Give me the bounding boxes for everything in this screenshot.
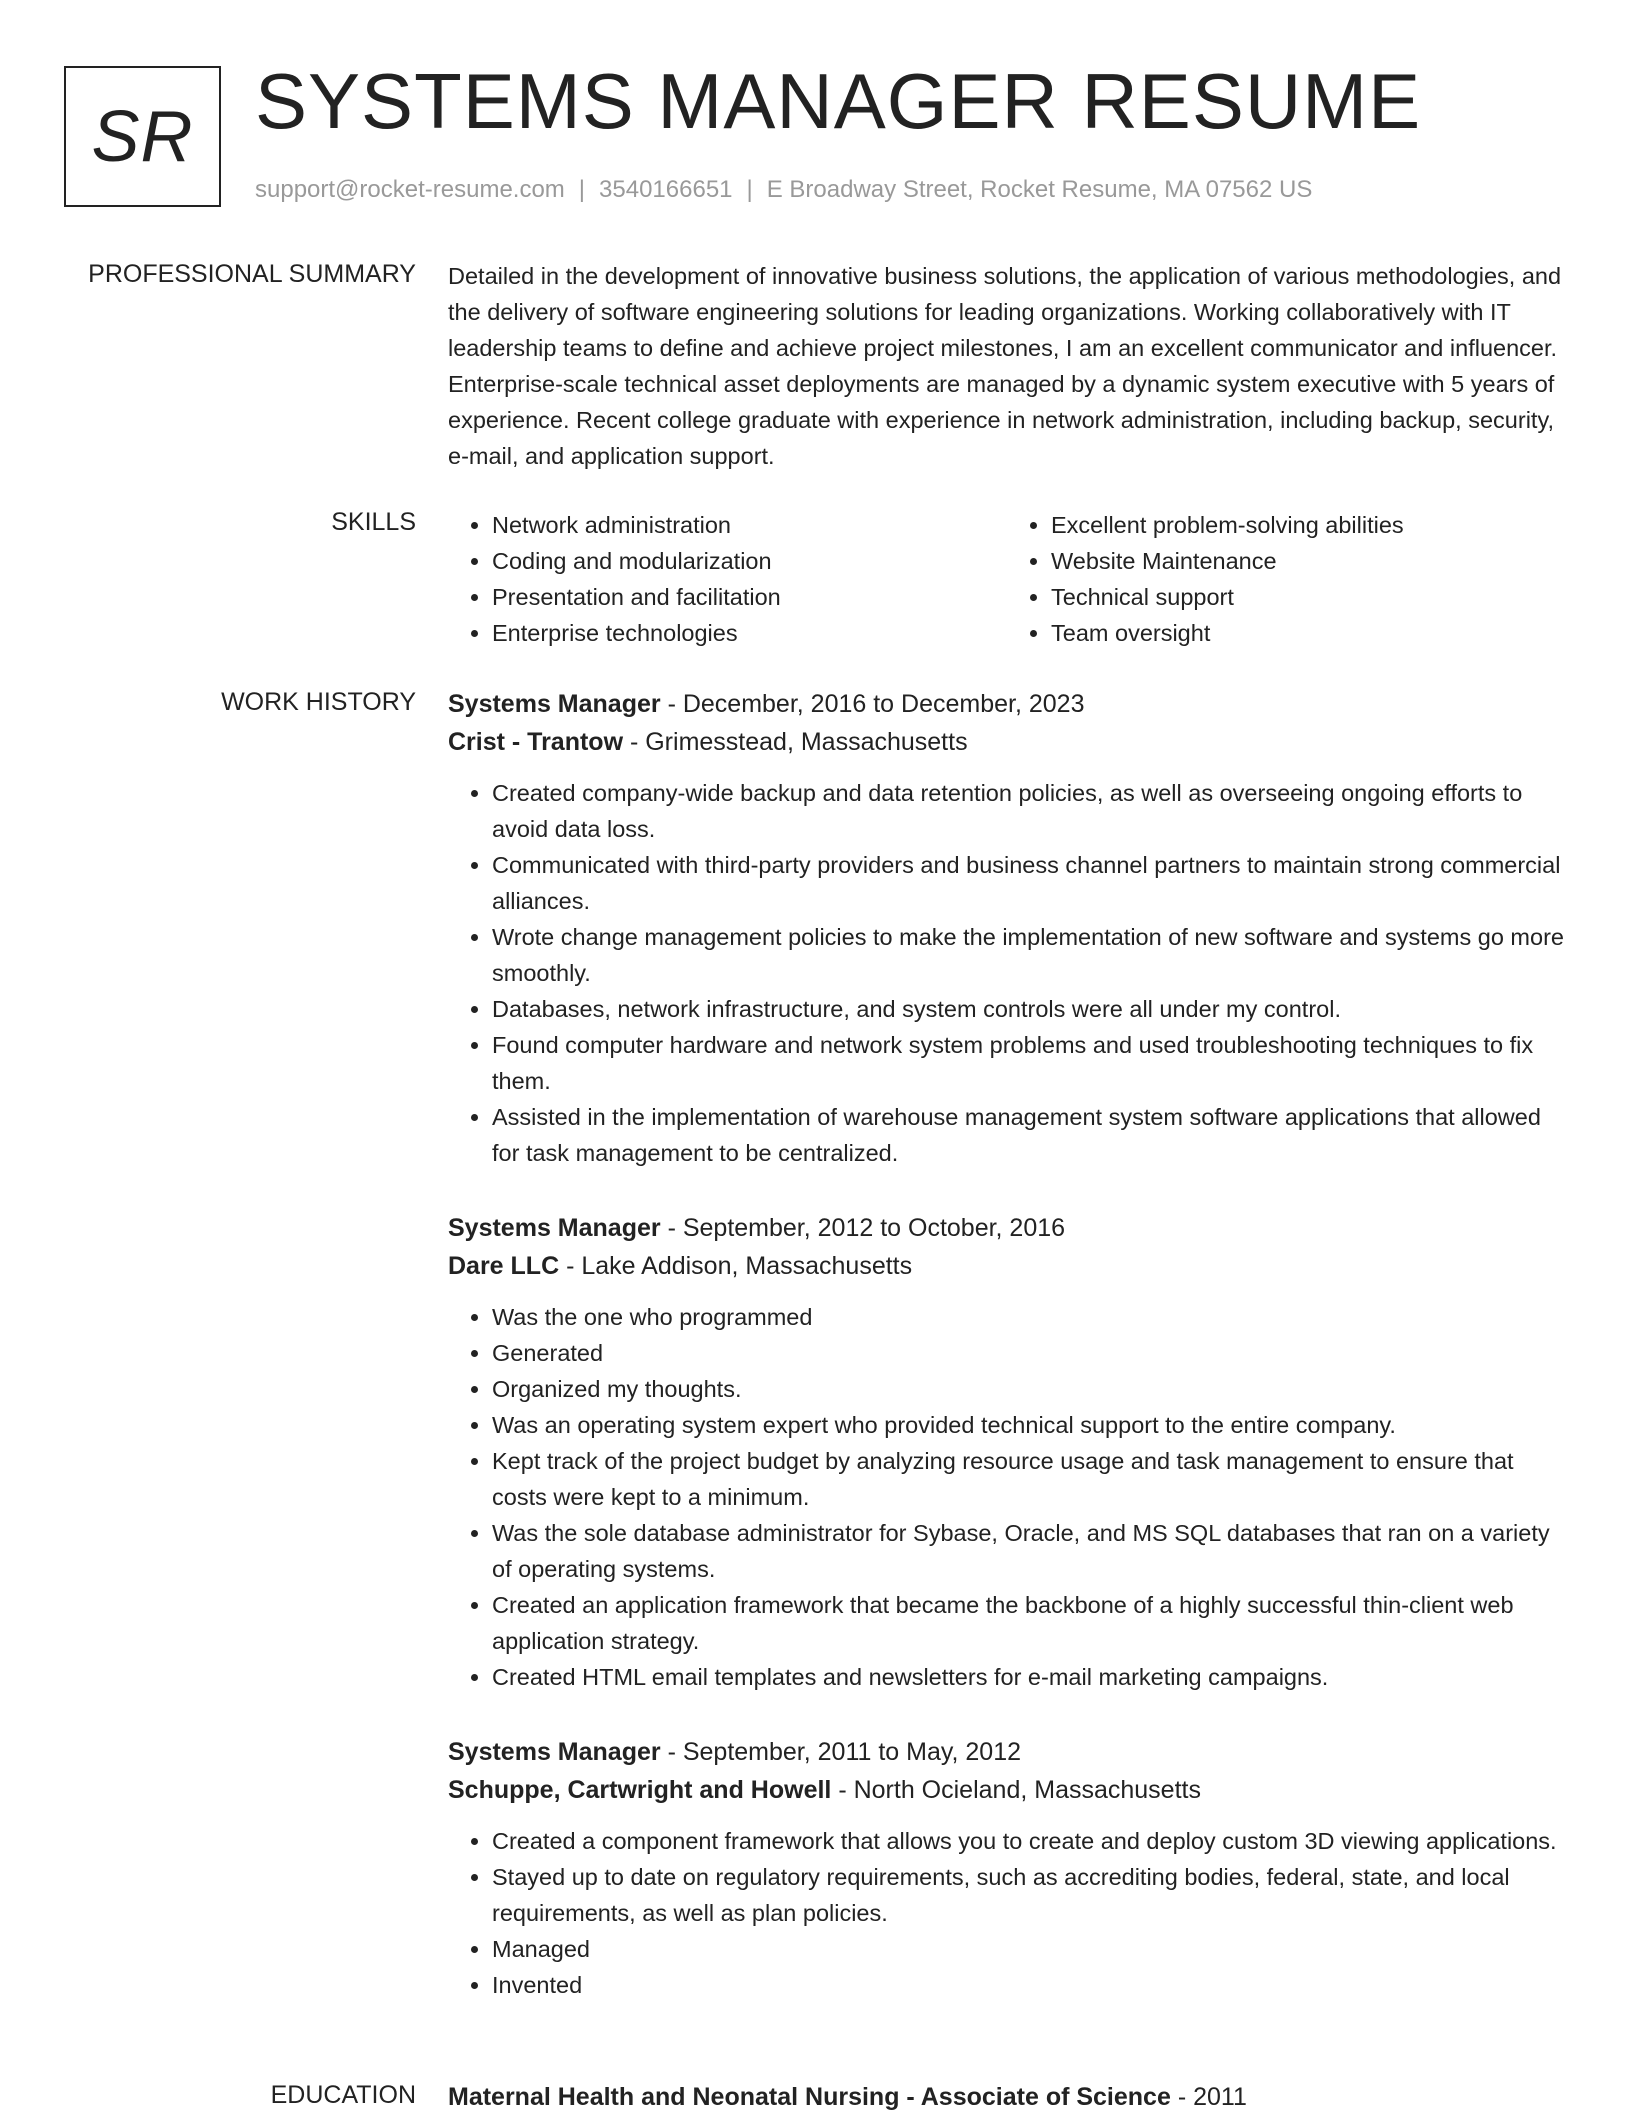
job-title: Systems Manager (448, 690, 661, 718)
job-bullet: • Was an operating system expert who provided technical support to the entire company. (492, 1407, 1566, 1443)
contact-email: support@rocket-resume.com (255, 176, 565, 203)
job-bullet: • Was the sole database administrator for Sybase, Oracle, and MS SQL databases that ran on a variety of operating systems. (492, 1515, 1566, 1587)
job-bullet: • Databases, network infrastructure, and system controls were all under my control. (492, 991, 1566, 1027)
monogram-initials: SR (91, 96, 194, 177)
skill-item: • Team oversight (1051, 615, 1566, 651)
job-dates: - September, 2011 to May, 2012 (667, 1738, 1022, 1766)
job-location: - Grimesstead, Massachusetts (629, 728, 968, 756)
summary-section (448, 258, 1566, 474)
skills-list-left (448, 507, 1007, 651)
job-bullet: • Managed (492, 1931, 1566, 1967)
job-company-line (448, 1247, 1566, 1285)
job-dates: - December, 2016 to December, 2023 (667, 690, 1085, 718)
contact-address: E Broadway Street, Rocket Resume, MA 07562 US (766, 176, 1313, 203)
skill-item: • Coding and modularization (492, 543, 1007, 579)
job-bullet: • Created company-wide backup and data retention policies, as well as overseeing ongoing efforts to avoid data loss. (492, 775, 1566, 847)
resume-title: SYSTEMS MANAGER RESUME (255, 57, 1422, 145)
skills-list-right (1007, 507, 1566, 651)
skill-item: • Website Maintenance (1051, 543, 1566, 579)
contact-phone: 3540166651 (599, 176, 733, 203)
skill-item: • Technical support (1051, 579, 1566, 615)
contact-separator: | (578, 176, 586, 203)
skill-item: • Presentation and facilitation (492, 579, 1007, 615)
contact-line (255, 176, 1312, 204)
skill-item: • Enterprise technologies (492, 615, 1007, 651)
job-bullets (448, 775, 1566, 1171)
job-location: - North Ocieland, Massachusetts (838, 1776, 1201, 1804)
job-dates: - September, 2012 to October, 2016 (667, 1214, 1066, 1242)
education-entry (448, 2078, 1566, 2116)
job-bullet: • Communicated with third-party providers and business channel partners to maintain strong commercial alliances. (492, 847, 1566, 919)
job-bullet: • Kept track of the project budget by analyzing resource usage and task management to ensure that costs were kept to a minimum. (492, 1443, 1566, 1515)
skill-item: • Network administration (492, 507, 1007, 543)
job-company-line (448, 1771, 1566, 1809)
section-label-education: EDUCATION (270, 2081, 416, 2109)
job-bullet: • Organized my thoughts. (492, 1371, 1566, 1407)
job-bullet: • Stayed up to date on regulatory requirements, such as accrediting bodies, federal, state, and local requirements, as well as plan policies. (492, 1859, 1566, 1931)
job-bullet: • Found computer hardware and network system problems and used troubleshooting techniques to fix them. (492, 1027, 1566, 1099)
skills-section (448, 507, 1566, 651)
job-bullet: • Wrote change management policies to make the implementation of new software and systems go more smoothly. (492, 919, 1566, 991)
job-role-line (448, 685, 1566, 723)
job-bullets (448, 1299, 1566, 1695)
contact-separator: | (746, 176, 753, 203)
job-company: Schuppe, Cartwright and Howell (448, 1776, 832, 1804)
education-year: - 2011 (1177, 2083, 1247, 2111)
monogram-logo (64, 66, 221, 207)
job-role-line (448, 1209, 1566, 1247)
job-bullet: • Was the one who programmed (492, 1299, 1566, 1335)
job-title: Systems Manager (448, 1214, 661, 1242)
section-label-summary: PROFESSIONAL SUMMARY (88, 260, 416, 288)
summary-text: Detailed in the development of innovative business solutions, the application of various methodologies, and the delivery of software engineering solutions for leading organizations. Working collaboratively with IT leadership teams to define and achieve project milestones, I am an excellent communicator and influencer. Enterprise-scale technical asset deployments are managed by a dynamic system executive with 5 years of experience. Recent college graduate with experience in network administration, including backup, security, e-mail, and application support. (448, 263, 1562, 469)
job-bullet: • Created HTML email templates and newsletters for e-mail marketing campaigns. (492, 1659, 1566, 1695)
section-label-work-history: WORK HISTORY (221, 688, 416, 716)
job-entry (448, 1733, 1566, 2003)
job-bullet: • Invented (492, 1967, 1566, 2003)
job-title: Systems Manager (448, 1738, 661, 1766)
education-line (448, 2078, 1566, 2116)
job-bullet: • Assisted in the implementation of warehouse management system software applications that allowed for task management to be centralized. (492, 1099, 1566, 1171)
education-degree: Maternal Health and Neonatal Nursing - Associate of Science (448, 2083, 1171, 2111)
job-company-line (448, 723, 1566, 761)
job-bullets (448, 1823, 1566, 2003)
job-bullet: • Generated (492, 1335, 1566, 1371)
skill-item: • Excellent problem-solving abilities (1051, 507, 1566, 543)
job-entry (448, 1209, 1566, 1695)
job-role-line (448, 1733, 1566, 1771)
job-bullet: • Created an application framework that became the backbone of a highly successful thin-client web application strategy. (492, 1587, 1566, 1659)
job-company: Crist - Trantow (448, 728, 624, 756)
job-company: Dare LLC (448, 1252, 560, 1280)
job-entry (448, 685, 1566, 1171)
section-label-skills: SKILLS (331, 508, 416, 536)
job-location: - Lake Addison, Massachusetts (566, 1252, 913, 1280)
job-bullet: • Created a component framework that allows you to create and deploy custom 3D viewing applications. (492, 1823, 1566, 1859)
